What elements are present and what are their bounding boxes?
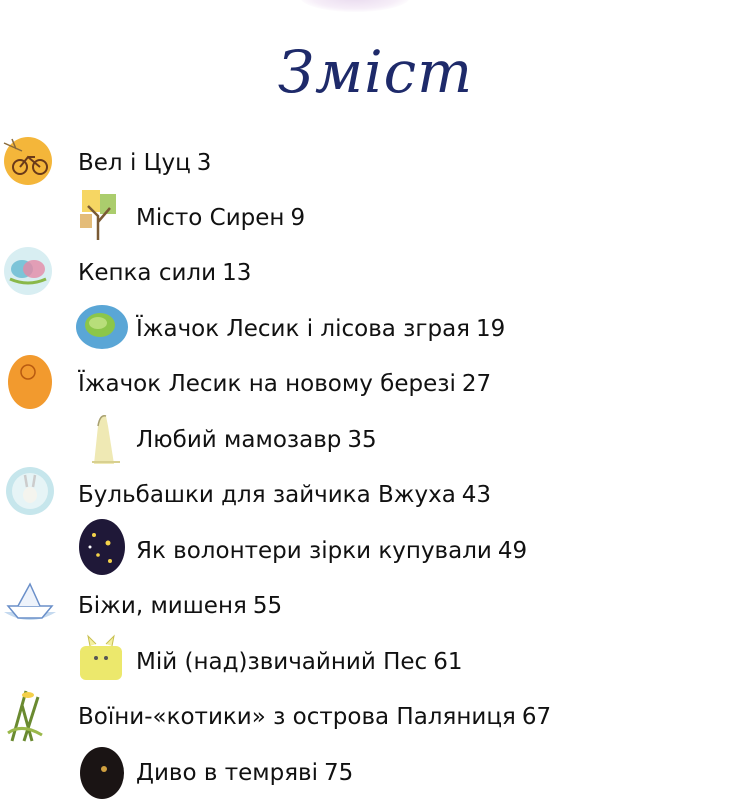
dark-oval-illustration-icon	[74, 739, 130, 799]
toc-page-number: 19	[476, 316, 506, 342]
toc-entry-title: Як волонтери зірки купували	[136, 538, 492, 564]
paper-boat-illustration-icon	[2, 572, 58, 632]
cap-illustration-icon	[2, 239, 58, 299]
bunny-illustration-icon	[2, 461, 58, 521]
dog-illustration-icon	[74, 628, 130, 688]
dinosaur-illustration-icon	[74, 406, 130, 466]
hedgehog-illustration-icon	[74, 295, 130, 355]
toc-page-number: 35	[347, 427, 377, 453]
toc-entry-title: Диво в темряві	[136, 760, 319, 786]
toc-page-number: 9	[290, 205, 306, 231]
toc-entry-title: Вел і Цуц	[78, 150, 191, 176]
toc-page-number: 61	[433, 649, 463, 675]
toc-entry-title: Бульбашки для зайчика Вжуха	[78, 482, 456, 508]
toc-page-number: 13	[222, 260, 252, 286]
plants-illustration-icon	[2, 683, 58, 743]
toc-entry-title: Кепка сили	[78, 260, 217, 286]
page-title: Зміст	[277, 38, 474, 106]
toc-page-number: 49	[497, 538, 528, 564]
toc-entry-title: Любий мамозавр	[136, 427, 342, 453]
toc-entry-title: Мій (над)звичайний Пес	[136, 649, 428, 675]
toc-page-number: 75	[324, 760, 354, 786]
tree-illustration-icon	[74, 184, 130, 244]
toc-entry-title: Місто Сирен	[136, 205, 285, 231]
toc-page-number: 27	[461, 371, 492, 397]
toc-entry-title: Воїни-«котики» з острова Паляниця	[78, 704, 516, 730]
orange-blob-illustration-icon	[2, 350, 58, 410]
toc-entry-title: Їжачок Лесик і лісова зграя	[136, 316, 471, 342]
toc-page-number: 3	[196, 150, 212, 176]
toc-entry-title: Їжачок Лесик на новому березі	[78, 371, 456, 397]
toc-page-number: 55	[252, 593, 283, 619]
toc-page-number: 43	[461, 482, 492, 508]
toc-entry-title: Біжи, мишеня	[78, 593, 247, 619]
bicycle-illustration-icon	[2, 129, 58, 189]
starry-night-illustration-icon	[74, 517, 130, 577]
toc-page-number: 67	[521, 704, 552, 730]
